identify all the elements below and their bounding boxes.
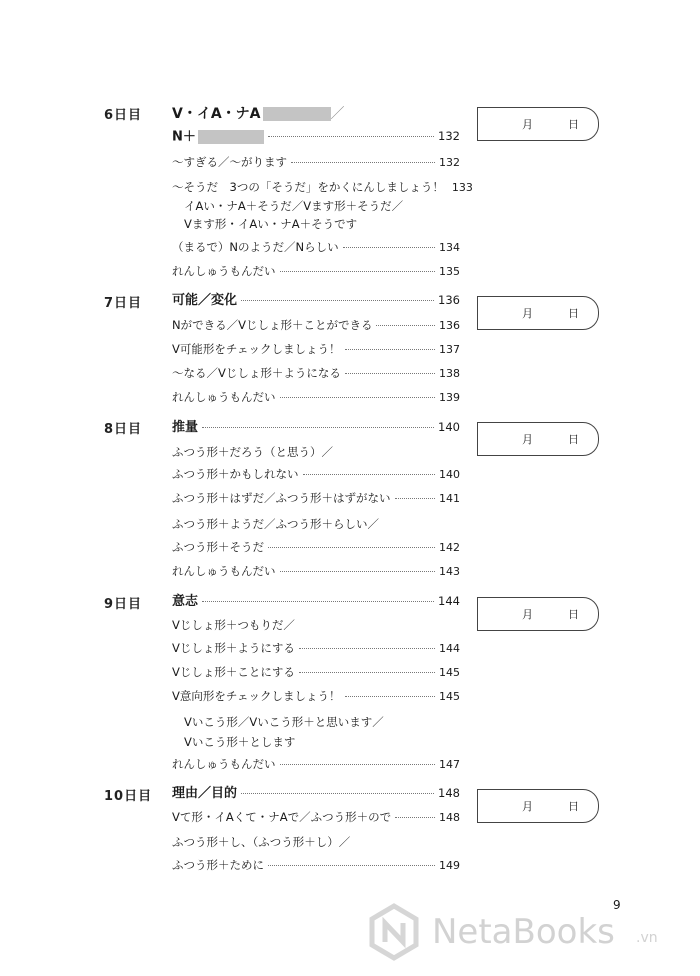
date-box-10: 月 日 — [477, 789, 599, 823]
section-title-7: 可能／変化 136 — [172, 293, 460, 308]
section-title-8: 推量 140 — [172, 420, 460, 435]
toc-entry: ふつう形＋そうだ 142 — [172, 540, 460, 554]
toc-entry: Vじしょ形＋ようにする 144 — [172, 641, 460, 655]
section-title-9: 意志 144 — [172, 594, 460, 609]
toc-entry: Nができる／Vじしょ形＋ことができる 136 — [172, 318, 460, 332]
date-box-9: 月 日 — [477, 597, 599, 631]
toc-entry: れんしゅうもんだい 139 — [172, 390, 460, 404]
toc-entry: ふつう形＋かもしれない 140 — [172, 467, 460, 481]
netabooks-logo-icon — [364, 902, 424, 962]
toc-entry: （まるで）Nのようだ／Nらしい 134 — [172, 240, 460, 254]
section-title-10: 理由／目的 148 — [172, 786, 460, 801]
section-title-6b: N＋ 132 — [172, 129, 460, 144]
day-label-7: 7日目 — [104, 296, 143, 311]
watermark-logo — [364, 902, 684, 962]
watermark-brand: NetaBooks — [432, 912, 615, 952]
page-number: 9 — [613, 898, 621, 912]
toc-subline: イAい・ナA＋そうだ／Vます形＋そうだ／ — [184, 199, 404, 213]
toc-entry: 〜すぎる／〜がります 132 — [172, 155, 460, 169]
toc-entry: ふつう形＋はずだ／ふつう形＋はずがない 141 — [172, 491, 460, 505]
toc-subline: ふつう形＋ようだ／ふつう形＋らしい／ — [172, 517, 379, 531]
day-label-8: 8日目 — [104, 422, 143, 437]
day-label-9: 9日目 — [104, 597, 143, 612]
day-label-10: 10日目 — [104, 789, 153, 804]
toc-entry: れんしゅうもんだい 147 — [172, 757, 460, 771]
day-label-6: 6日目 — [104, 108, 143, 123]
toc-entry: Vじしょ形＋ことにする 145 — [172, 665, 460, 679]
toc-entry: れんしゅうもんだい 143 — [172, 564, 460, 578]
toc-entry: ふつう形＋ために 149 — [172, 858, 460, 872]
section-title-6a: V・イA・ナA ／ — [172, 106, 345, 122]
toc-subline: Vます形・イAい・ナA＋そうです — [184, 217, 358, 231]
date-box-7: 月 日 — [477, 296, 599, 330]
toc-entry: V可能形をチェックしましょう！ 137 — [172, 342, 460, 356]
toc-subline: Vいこう形／Vいこう形＋と思います／ — [184, 715, 384, 729]
date-box-8: 月 日 — [477, 422, 599, 456]
toc-entry: 〜そうだ 3つの「そうだ」をかくにんしましょう！ 133 — [172, 180, 473, 194]
watermark-suffix: .vn — [636, 930, 658, 946]
toc-entry: 〜なる／Vじしょ形＋ようになる 138 — [172, 366, 460, 380]
toc-entry: Vて形・イAくて・ナAで／ふつう形＋ので 148 — [172, 810, 460, 824]
date-box-6: 月 日 — [477, 107, 599, 141]
toc-subline: ふつう形＋だろう（と思う）／ — [172, 445, 333, 459]
toc-entry: れんしゅうもんだい 135 — [172, 264, 460, 278]
toc-entry: V意向形をチェックしましょう！ 145 — [172, 689, 460, 703]
toc-subline: ふつう形＋し、（ふつう形＋し）／ — [172, 835, 351, 849]
toc-subline: Vじしょ形＋つもりだ／ — [172, 618, 295, 632]
toc-subline: Vいこう形＋とします — [184, 735, 296, 749]
